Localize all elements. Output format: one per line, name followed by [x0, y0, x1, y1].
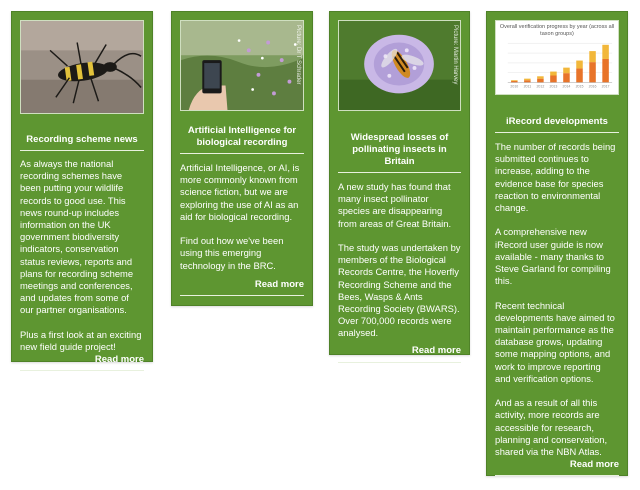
chart-bar: [537, 79, 544, 83]
news-card-irecord: [486, 11, 628, 476]
read-more-link[interactable]: Read more: [254, 278, 304, 290]
chart-bar: [563, 73, 570, 82]
news-card-recording-scheme: [11, 11, 153, 366]
divider: [495, 132, 619, 133]
chart-tick-label: 2010: [510, 84, 519, 89]
chart-title: Overall verification progress by year (across all taxon groups): [499, 24, 615, 37]
chart-bar: [550, 72, 557, 76]
divider: [180, 295, 304, 296]
chart-tick-label: 2012: [536, 84, 545, 89]
chart-bar: [524, 79, 531, 81]
image-credit: Picture: Dr T Schrader: [295, 25, 301, 85]
chart-bar: [589, 51, 596, 62]
chart-tick-label: 2015: [575, 84, 584, 89]
chart-bar: [589, 62, 596, 82]
chart-bar: [550, 76, 557, 83]
bar-chart-thumbnail-icon[interactable]: [495, 20, 619, 95]
chart-bar: [524, 80, 531, 82]
card-body: The number of records being submitted continues to increase, adding to the evidence base for species reaction to environmental change. A comprehensive new iRecord user guide is now available - many thanks to Steve Garland for compiling this. Recent technical developments have aimed to maintain performance as the database grows, updating some mapping options, and work to improve reporting and verification options. And as a result of all this activity, more records are accessible for research, planning and conservation, shared via the NBN Atlas.: [495, 141, 616, 458]
card-title[interactable]: iRecord developments: [506, 116, 608, 127]
read-more-link[interactable]: Read more: [569, 459, 619, 471]
card-body: As always the national recording schemes have been putting your wildlife records to good use. This news round-up includes information on the UK government biodiversity indicators, conservation status reviews, reports and plans for recording scheme meetings and conferences, and updates from some of our partner organisations. Plus a first look at an exciting new field guide project!: [20, 158, 142, 353]
divider: [338, 172, 461, 173]
news-card-pollinating-insects: [329, 11, 470, 355]
chart-bar: [563, 68, 570, 74]
chart-bar: [576, 61, 583, 69]
hoverfly-flower-photo-icon[interactable]: [338, 20, 461, 111]
image-credit: Picture: Martin Harvey: [452, 25, 458, 85]
card-body: Artificial Intelligence, or AI, is more commonly known from science fiction, but we are exploring the use of AI as an aid for biological recording. Find out how we've been using this emerging technology in the BRC.: [180, 162, 300, 271]
chart-bar: [602, 59, 609, 83]
divider: [20, 150, 144, 151]
card-title[interactable]: Widespread losses of pollinating insects in Britain: [350, 132, 449, 167]
card-title[interactable]: Artificial Intelligence for biological recording: [187, 125, 297, 148]
news-card-artificial-intelligence: [171, 11, 313, 306]
divider: [495, 475, 619, 476]
divider: [20, 370, 144, 371]
chart-bar: [511, 80, 518, 81]
chart-plot: [496, 21, 618, 94]
divider: [180, 153, 304, 154]
chart-tick-label: 2014: [562, 84, 571, 89]
read-more-link[interactable]: Read more: [94, 354, 144, 366]
beetle-photo-icon[interactable]: [20, 20, 144, 114]
chart-tick-label: 2017: [601, 84, 610, 89]
chart-tick-label: 2016: [588, 84, 597, 89]
chart-bar: [602, 45, 609, 59]
divider: [338, 362, 461, 363]
chart-bar: [576, 68, 583, 82]
card-title[interactable]: Recording scheme news: [26, 134, 138, 145]
chart-tick-label: 2011: [523, 84, 532, 89]
read-more-link[interactable]: Read more: [411, 344, 461, 356]
smartphone-meadow-photo-icon[interactable]: [180, 20, 304, 111]
chart-bar: [537, 76, 544, 78]
chart-tick-label: 2013: [549, 84, 558, 89]
card-body: A new study has found that many insect pollinator species are disappearing from areas of Great Britain. The study was undertaken by members of the Biological Records Centre, the Hoverfly Recording Scheme and the Bees, Wasps & Ants Recording Society (BWARS). Over 700,000 records were analysed.: [338, 181, 461, 339]
